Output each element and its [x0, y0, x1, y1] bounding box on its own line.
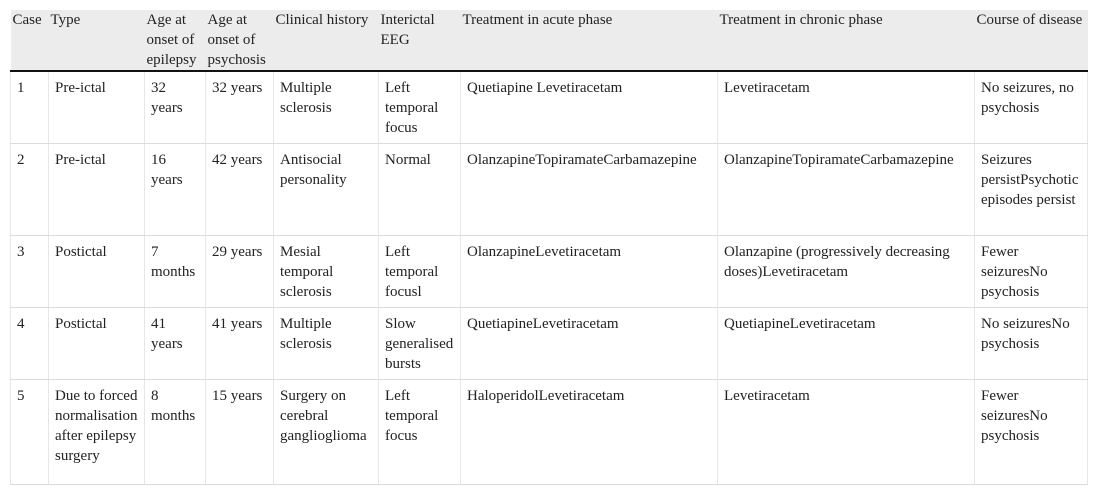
header-clinical-history: Clinical history: [274, 10, 379, 71]
cell-age-psychosis: 29 years: [206, 236, 274, 308]
header-treatment-chronic: Treatment in chronic phase: [718, 10, 975, 71]
table-row: [11, 236, 1088, 308]
header-age-psychosis: Age at onset of psychosis: [206, 10, 274, 71]
cell-course: No seizures, no psychosis: [975, 71, 1088, 144]
cell-treatment-chronic: Levetiracetam: [718, 71, 975, 144]
cell-clinical-history: Multiple sclerosis: [274, 71, 379, 144]
cell-age-epilepsy: 41 years: [145, 308, 206, 380]
cell-case: 5: [11, 380, 49, 485]
cell-age-psychosis: 42 years: [206, 144, 274, 236]
cell-interictal-eeg: Left temporal focus: [379, 71, 461, 144]
cell-interictal-eeg: Left temporal focusl: [379, 236, 461, 308]
cell-course: Seizures persistPsychotic episodes persist: [975, 144, 1088, 236]
cell-clinical-history: Antisocial personality: [274, 144, 379, 236]
cell-age-epilepsy: 8 months: [145, 380, 206, 485]
cell-clinical-history: Multiple sclerosis: [274, 308, 379, 380]
cell-treatment-chronic: OlanzapineTopiramateCarbamazepine: [718, 144, 975, 236]
header-row: [11, 10, 1088, 71]
table-row: [11, 71, 1088, 144]
table-container: [10, 10, 1087, 485]
header-age-epilepsy: Age at onset of epilepsy: [145, 10, 206, 71]
cell-interictal-eeg: Left temporal focus: [379, 380, 461, 485]
header-type: Type: [49, 10, 145, 71]
cell-type: Pre-ictal: [49, 144, 145, 236]
cell-treatment-acute: Quetiapine Levetiracetam: [461, 71, 718, 144]
cell-case: 3: [11, 236, 49, 308]
cell-treatment-acute: HaloperidolLevetiracetam: [461, 380, 718, 485]
header-course: Course of disease: [975, 10, 1088, 71]
cell-interictal-eeg: Normal: [379, 144, 461, 236]
table-row: [11, 144, 1088, 236]
cell-case: 2: [11, 144, 49, 236]
cell-type: Postictal: [49, 236, 145, 308]
cell-case: 1: [11, 71, 49, 144]
cell-treatment-chronic: QuetiapineLevetiracetam: [718, 308, 975, 380]
table-row: [11, 380, 1088, 485]
cell-case: 4: [11, 308, 49, 380]
cell-course: Fewer seizuresNo psychosis: [975, 380, 1088, 485]
cell-age-psychosis: 41 years: [206, 308, 274, 380]
header-case: Case: [11, 10, 49, 71]
cell-type: Pre-ictal: [49, 71, 145, 144]
cell-age-epilepsy: 7 months: [145, 236, 206, 308]
cell-treatment-acute: OlanzapineLevetiracetam: [461, 236, 718, 308]
table-row: [11, 308, 1088, 380]
cell-treatment-chronic: Levetiracetam: [718, 380, 975, 485]
cell-age-epilepsy: 16 years: [145, 144, 206, 236]
cell-clinical-history: Surgery on cerebral ganglioglioma: [274, 380, 379, 485]
header-interictal-eeg: Interictal EEG: [379, 10, 461, 71]
cell-treatment-chronic: Olanzapine (progressively decreasing doses)Levetiracetam: [718, 236, 975, 308]
cell-interictal-eeg: Slow generalised bursts: [379, 308, 461, 380]
cell-clinical-history: Mesial temporal sclerosis: [274, 236, 379, 308]
clinical-cases-table: [10, 10, 1088, 485]
cell-age-epilepsy: 32 years: [145, 71, 206, 144]
cell-treatment-acute: OlanzapineTopiramateCarbamazepine: [461, 144, 718, 236]
cell-treatment-acute: QuetiapineLevetiracetam: [461, 308, 718, 380]
cell-age-psychosis: 32 years: [206, 71, 274, 144]
cell-course: No seizuresNo psychosis: [975, 308, 1088, 380]
cell-age-psychosis: 15 years: [206, 380, 274, 485]
cell-type: Due to forced normalisation after epilepsy surgery: [49, 380, 145, 485]
header-treatment-acute: Treatment in acute phase: [461, 10, 718, 71]
cell-type: Postictal: [49, 308, 145, 380]
cell-course: Fewer seizuresNo psychosis: [975, 236, 1088, 308]
